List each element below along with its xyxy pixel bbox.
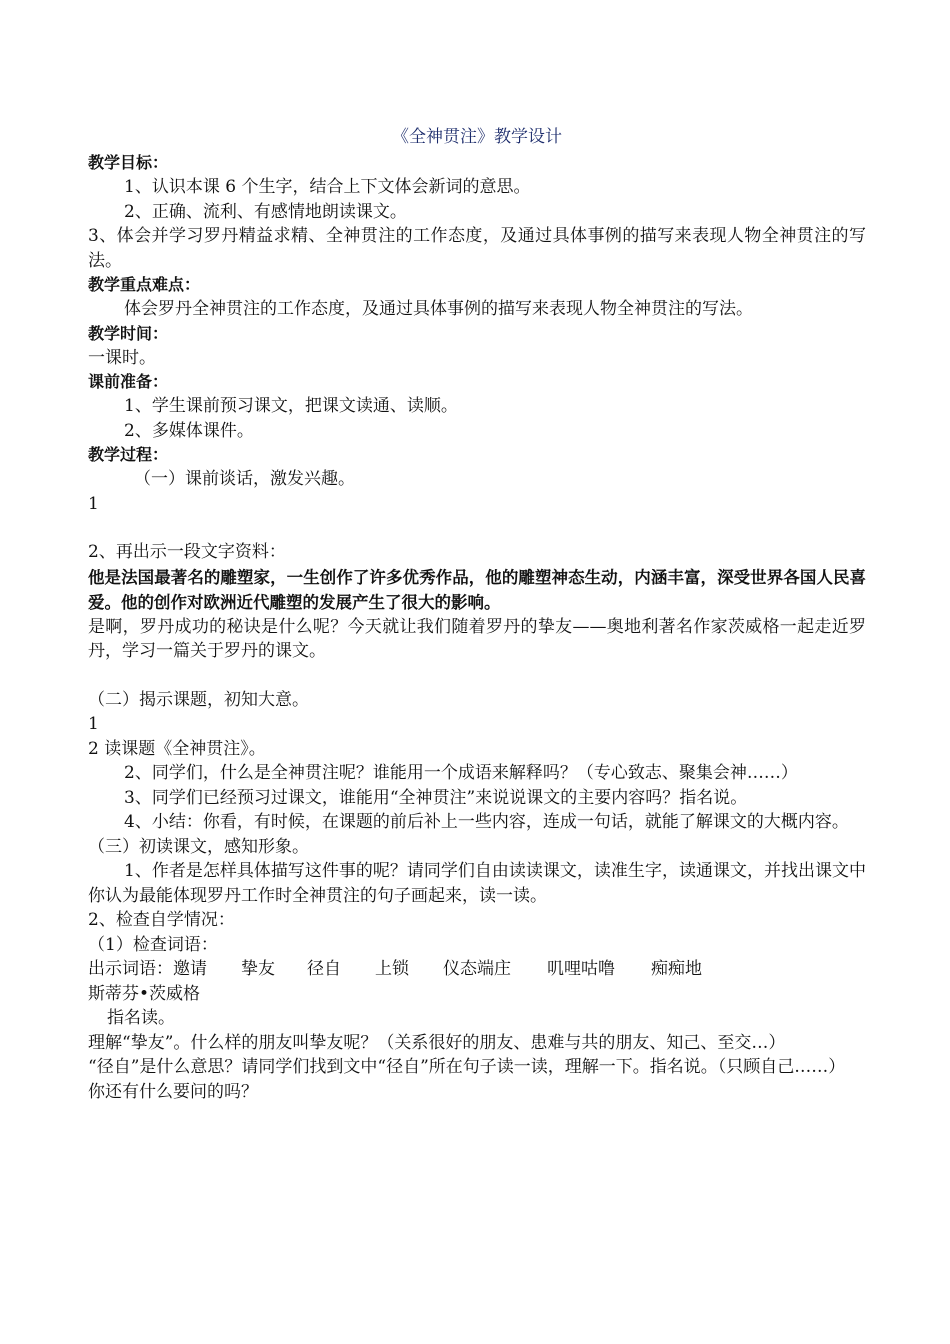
time-heading: 教学时间： [88, 323, 169, 343]
step2-item: 2、同学们，什么是全神贯注呢？谁能用一个成语来解释吗？（专心致志、聚集会神……） [124, 763, 798, 783]
question-1: 理解“挚友”。什么样的朋友叫挚友呢？（关系很好的朋友、患难与共的朋友、知己、至交…） [88, 1032, 786, 1053]
words-label: 出示词语： [88, 959, 173, 979]
step3-title: （三）初读课文，感知形象。 [88, 836, 309, 857]
step1-bold-quote: 他是法国最著名的雕塑家，一生创作了许多优秀作品，他的雕塑神态生动，内涵丰富，深受世界各国人民喜爱。他的创作对欧洲近代雕塑的发展产生了很大的影响。 [88, 567, 866, 612]
step2-item: 3、同学们已经预习过课文，谁能用“全神贯注”来说说课文的主要内容吗？指名说。 [124, 787, 748, 808]
key-points-heading: 教学重点难点： [88, 275, 201, 294]
process-heading: 教学过程： [88, 445, 169, 464]
step2-item: 2 读课题《全神贯注》。 [88, 738, 266, 759]
step1-after: 是啊，罗丹成功的秘诀是什么呢？今天就让我们随着罗丹的挚友——奥地利著名作家茨威格一起走近罗丹，学习一篇关于罗丹的课文。 [88, 616, 866, 661]
question-3: 你还有什么要问的吗？ [88, 1081, 258, 1102]
objective-item: 2、正确、流利、有感情地朗读课文。 [124, 201, 407, 222]
prep-item: 2、多媒体课件。 [124, 420, 254, 441]
step3-item: 1、作者是怎样具体描写这件事的呢？请同学们自由读读课文，读准生字，读通课文，并找出课文中你认为最能体现罗丹工作时全神贯注的句子画起来，读一读。 [88, 861, 866, 906]
word-item: 上锁 [375, 959, 409, 979]
document-title: 《全神贯注》教学设计 [392, 127, 562, 147]
word-item: 叽哩咕噜 [547, 959, 615, 979]
objective-item: 3、体会并学习罗丹精益求精、全神贯注的工作态度，及通过具体事例的描写来表现人物全神贯注的写法。 [88, 226, 866, 271]
objective-item: 1、认识本课 6 个生字，结合上下文体会新词的意思。 [124, 177, 531, 197]
question-2: “径自”是什么意思？请同学们找到文中“径自”所在句子读一读，理解一下。指名说。（只顾自己……） [88, 1057, 846, 1077]
step1-title: （一）课前谈话，激发兴趣。 [134, 469, 355, 489]
step3-item: 2、检查自学情况： [88, 910, 235, 930]
word-item: 挚友 [241, 959, 275, 979]
step1-number: 1 [88, 493, 99, 514]
prep-heading: 课前准备： [88, 372, 169, 391]
step2-number: 1 [88, 714, 99, 734]
word-item-last: 斯蒂芬•茨威格 [88, 983, 201, 1004]
read-by-name: 指名读。 [107, 1008, 175, 1028]
word-item: 仪态端庄 [443, 959, 511, 979]
word-item: 邀请 [173, 959, 207, 979]
objectives-heading: 教学目标： [88, 153, 169, 172]
prep-item: 1、学生课前预习课文，把课文读通、读顺。 [124, 396, 458, 416]
step2-title: （二）揭示课题，初知大意。 [88, 689, 309, 710]
word-item: 径自 [307, 959, 341, 979]
time-text: 一课时。 [88, 347, 156, 368]
document-page [88, 124, 866, 1104]
word-item: 痴痴地 [651, 959, 702, 979]
key-points-text: 体会罗丹全神贯注的工作态度，及通过具体事例的描写来表现人物全神贯注的写法。 [124, 299, 753, 319]
word-list [88, 957, 866, 982]
step2-item: 4、小结：你看，有时候，在课题的前后补上一些内容，连成一句话，就能了解课文的大概内容。 [124, 812, 849, 832]
step3-subitem: （1）检查词语： [88, 934, 218, 955]
step1-line2: 2、再出示一段文字资料： [88, 542, 286, 562]
